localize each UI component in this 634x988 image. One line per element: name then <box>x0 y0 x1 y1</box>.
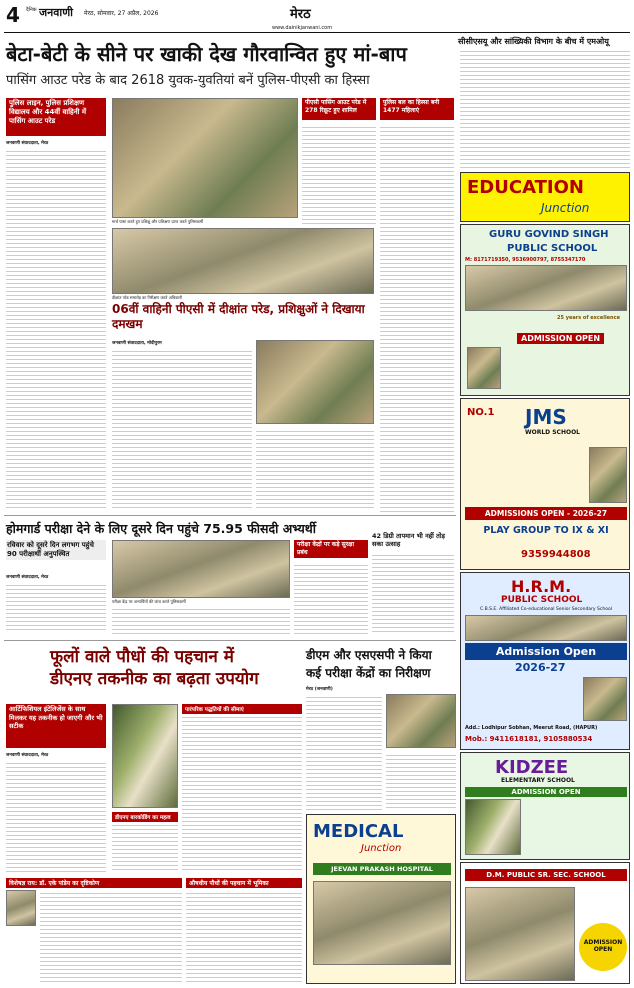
parade-photo-2 <box>112 228 374 294</box>
second-byline: जनवाणी संवाददाता, मोदीपुरम <box>112 341 162 346</box>
lead-headline: बेटा-बेटी के सीने पर खाकी देख गौरवान्वित हुए मां-बाप <box>6 42 407 66</box>
hrm-title: H.R.M. <box>511 577 572 596</box>
city-title: मेरठ <box>290 7 311 22</box>
lead-left-body <box>6 148 106 508</box>
expert-photo <box>6 890 36 926</box>
homeguard-byline: जनवाणी संवाददाता, मेरठ <box>6 575 49 580</box>
photo-caption-1: मार्च पास्ट करते हुए प्रशिक्षु और प्रशिक्षण प्राप्त करते पुलिसकर्मी <box>112 219 204 224</box>
hrm-address: Add.: Lodhipur Sobhan, Meerut Road, (HAPUR) <box>465 725 598 731</box>
kidzee-kids-photo <box>465 799 521 855</box>
ggs-building-photo <box>465 265 627 311</box>
dms-photo <box>386 694 456 748</box>
second-headline: 06वीं वाहिनी पीएसी में दीक्षांत परेड, प्रशिक्षुओं ने दिखाया दमखम <box>112 302 365 331</box>
dateline: मेरठ, सोमवार, 27 अप्रैल, 2026 <box>84 10 159 17</box>
ggs-person-photo <box>467 347 501 389</box>
medical-hospital: JEEVAN PRAKASH HOSPITAL <box>313 863 451 875</box>
education-junction-ad <box>460 172 630 222</box>
ggs-sub: PUBLIC SCHOOL <box>507 243 598 254</box>
parade-photo-1 <box>112 98 298 218</box>
jms-admission: ADMISSIONS OPEN - 2026-27 <box>465 507 627 520</box>
flowers-box1-body <box>112 822 178 872</box>
hrm-person-photo <box>583 677 627 721</box>
ggs-title: GURU GOVIND SINGH <box>489 229 609 240</box>
homeguard-body <box>112 606 290 634</box>
brand-name: जनवाणी <box>39 6 74 19</box>
dms-headline-1: डीएम और एसएसपी ने किया <box>306 648 432 662</box>
jms-sub: WORLD SCHOOL <box>525 429 581 436</box>
ggs-years: 25 years of excellence <box>557 315 620 321</box>
hrm-phone: Mob.: 9411618181, 9105880534 <box>465 735 593 743</box>
dm-building-photo <box>465 887 575 981</box>
lead-left-title: पुलिस लाइन, पुलिस प्रशिक्षण विद्यालय और 44वीं वाहिनी में पासिंग आउट परेड <box>6 98 106 136</box>
hrm-affil: C.B.S.E. Affiliated Co-educational Senior Secondary School <box>480 607 612 612</box>
flowers-sidebar-title: आर्टिफिशियल इंटेलिजेंस के साथ मिलकर यह तकनीक हो जाएगी और भी सटीक <box>6 704 106 748</box>
homeguard-caption: परीक्षा केंद्र पर अभ्यर्थियों की जांच करते पुलिसकर्मी <box>112 599 186 604</box>
hrm-year: 2026-27 <box>515 661 566 674</box>
medical-sub: Junction <box>361 843 402 854</box>
kidzee-admission: ADMISSION OPEN <box>465 787 627 797</box>
hrm-building-photo <box>465 615 627 641</box>
heat-title: 42 डिग्री तापमान भी नहीं तोड़ सका उत्साह <box>372 532 445 548</box>
flowers-box3-title: विशेषज्ञ राय: डॉ. एके पांडेय का दृष्टिकोण <box>6 878 182 888</box>
flowers-headline-1: फूलों वाले पौधों की पहचान में <box>50 647 234 667</box>
page-number: 4 <box>6 3 20 27</box>
homeguard-headline: होमगार्ड परीक्षा देने के लिए दूसरे दिन पहुंचे 75.95 फीसदी अभ्यर्थी <box>6 521 316 536</box>
dms-byline: मेरठ (जनवाणी) <box>306 687 333 692</box>
education-sub: Junction <box>541 201 590 215</box>
kidzee-sub: ELEMENTARY SCHOOL <box>501 777 575 784</box>
ggs-phone: M: 8171719350, 9536900797, 8755347170 <box>465 257 586 263</box>
second-body <box>112 348 252 508</box>
jms-school-ad <box>460 398 630 570</box>
jms-student-photo <box>589 447 627 503</box>
col2-title: पीएसी पासिंग आउट परेड में 278 रिक्रूट हुए शामिल <box>302 98 376 120</box>
col2-body <box>302 124 376 224</box>
education-title: EDUCATION <box>467 177 584 198</box>
kidzee-ad <box>460 752 630 860</box>
flowers-box3-body <box>40 890 182 982</box>
hospital-photo <box>313 881 451 965</box>
brand-prefix: दैनिक <box>26 7 37 13</box>
homeguard-sidebar-title: रविवार को दूसरे दिन लगभग पहुंचे 90 परीक्षार्थी अनुपस्थित <box>6 540 106 560</box>
homeguard-right-body <box>294 562 368 634</box>
masthead <box>4 3 630 33</box>
flowers-box4-title: औषधीय पौधों की पहचान में भूमिका <box>186 878 302 888</box>
dms-body-2 <box>386 752 456 810</box>
homeguard-left-body <box>6 582 106 632</box>
dm-admission: ADMISSION OPEN <box>579 923 627 971</box>
dms-body <box>306 694 382 810</box>
divider <box>4 640 456 641</box>
second-body-2 <box>256 428 374 508</box>
homeguard-photo <box>112 540 290 598</box>
kidzee-title: KIDZEE <box>495 757 569 778</box>
flowers-headline-2: डीएनए तकनीक का बढ़ता उपयोग <box>50 669 259 689</box>
flowers-photo <box>112 704 178 808</box>
pac-parade-photo <box>256 340 374 424</box>
col3-title: पुलिस बल का हिस्सा बनी 1477 महिलाएं <box>380 98 454 120</box>
top-right-headline: सीसीएसयू और सांख्यिकी विभाग के बीच में एमओयू <box>458 37 609 46</box>
ggs-admission: ADMISSION OPEN <box>517 333 604 344</box>
lead-subhead: पासिंग आउट परेड के बाद 2618 युवक-युवतियां बनें पुलिस-पीएसी का हिस्सा <box>6 73 370 88</box>
ggs-school-ad <box>460 224 630 396</box>
lead-left-byline: जनवाणी संवाददाता, मेरठ <box>6 141 49 146</box>
website: www.dainikjanwani.com <box>272 25 333 31</box>
flowers-box4-body <box>186 890 302 982</box>
flowers-box2-title: पारंपरिक पद्धतियों की सीमाएं <box>182 704 302 714</box>
medical-title: MEDICAL <box>313 821 404 842</box>
jms-play: PLAY GROUP TO IX & XI <box>483 525 609 536</box>
medical-junction-ad <box>306 814 456 984</box>
photo-caption-2: दीक्षांत परेड समारोह का निरीक्षण करते अधिकारी <box>112 295 183 300</box>
homeguard-right-title: परीक्षा केंद्रों पर कड़े सुरक्षा प्रबंध <box>294 540 368 558</box>
hrm-school-ad <box>460 572 630 750</box>
ccsu-body <box>460 48 630 168</box>
dm-title: D.M. PUBLIC SR. SEC. SCHOOL <box>465 869 627 881</box>
flowers-byline: जनवाणी संवाददाता, मेरठ <box>6 753 49 758</box>
flowers-left-body <box>6 760 106 872</box>
jms-rank: NO.1 <box>467 407 495 418</box>
col3-body <box>380 124 454 516</box>
divider <box>4 515 456 516</box>
dm-school-ad <box>460 862 630 984</box>
hrm-admission: Admission Open <box>465 643 627 660</box>
hrm-sub: PUBLIC SCHOOL <box>501 595 583 605</box>
heat-body <box>372 552 454 634</box>
jms-title: JMS <box>525 405 567 429</box>
jms-phone: 9359944808 <box>521 549 591 560</box>
flowers-box2-body <box>182 714 302 872</box>
dms-headline-2: कई परीक्षा केंद्रों का निरीक्षण <box>306 666 431 680</box>
flowers-box1-title: डीएनए बारकोडिंग का महत्व <box>112 812 178 822</box>
